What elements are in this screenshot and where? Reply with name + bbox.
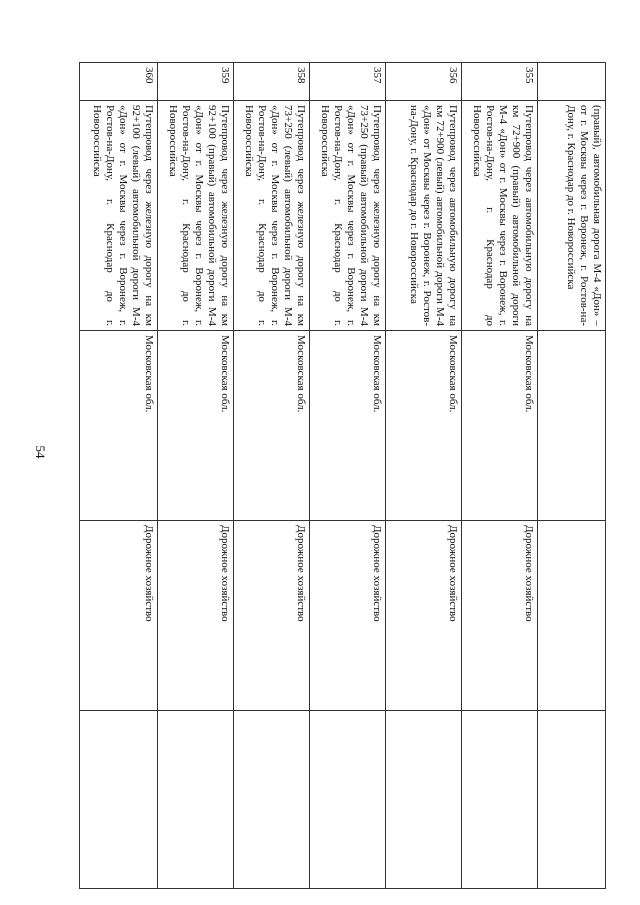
cell-region: Московская обл.	[386, 331, 462, 521]
cell-owner: Дорожное хозяйство	[158, 521, 234, 711]
cell-owner: Дорожное хозяйство	[386, 521, 462, 711]
rotated-table-container	[80, 62, 606, 888]
cell-owner: Дорожное хозяйство	[310, 521, 386, 711]
table-row	[158, 63, 234, 889]
cell-object-name: (правый), автомобильная дорога М-4 «Дон» – от г. Москвы через г. Воронеж, г. Ростов-на-Дону, г. Краснодар до г. Новороссийска	[538, 101, 606, 331]
cell-region: Московская обл.	[462, 331, 538, 521]
cell-extra	[386, 711, 462, 889]
cell-region	[538, 331, 606, 521]
cell-extra	[310, 711, 386, 889]
cell-object-name: Путепровод через автомобильную дорогу на км 72+900 (левый) автомобильной дороги М-4 «Дон» от Москвы через г. Воронеж, г. Ростов-на-Дону, г. Краснодар до г. Новороссийска	[386, 101, 462, 331]
cell-owner: Дорожное хозяйство	[80, 521, 158, 711]
cell-object-name: Путепровод через железную дорогу на км 92+100 (правый) автомобильной дороги М-4 «Дон» от г. Москвы через г. Воронеж, г. Ростов-на-Дону, г. Краснодар до г. Новороссийска	[158, 101, 234, 331]
cell-object-name: Путепровод через автомобильную дорогу на км 72+900 (правый) автомобильной дороги М-4 «Дон» от г. Москвы через г. Воронеж, г. Ростов-на-Дону, г. Краснодар до Новороссийска	[462, 101, 538, 331]
table-row	[234, 63, 310, 889]
table-row	[462, 63, 538, 889]
cell-object-name: Путепровод через железную дорогу на км 73+250 (правый) автомобильной дороги М-4 «Дон» от г. Москвы через г. Воронеж, г. Ростов-на-Дону, г. Краснодар до г. Новороссийска	[310, 101, 386, 331]
table-row	[80, 63, 158, 889]
cell-object-name: Путепровод через железную дорогу на км 73+250 (левый) автомобильной дороги М-4 «Дон» от г. Москвы через г. Воронеж, г. Ростов-на-Дону, г. Краснодар до г. Новороссийска	[234, 101, 310, 331]
cell-number: 359	[158, 63, 234, 101]
cell-region: Московская обл.	[158, 331, 234, 521]
cell-region: Московская обл.	[234, 331, 310, 521]
cell-extra	[80, 711, 158, 889]
page-number: 54	[33, 445, 48, 459]
cell-region: Московская обл.	[80, 331, 158, 521]
cell-extra	[234, 711, 310, 889]
cell-number	[538, 63, 606, 101]
cell-number: 355	[462, 63, 538, 101]
cell-region: Московская обл.	[310, 331, 386, 521]
cell-extra	[158, 711, 234, 889]
cell-extra	[462, 711, 538, 889]
cell-number: 360	[80, 63, 158, 101]
table-row	[310, 63, 386, 889]
table-row	[386, 63, 462, 889]
cell-extra	[538, 711, 606, 889]
cell-number: 358	[234, 63, 310, 101]
cell-owner: Дорожное хозяйство	[462, 521, 538, 711]
objects-table	[79, 62, 606, 889]
cell-owner	[538, 521, 606, 711]
table-row-continuation	[538, 63, 606, 889]
cell-number: 356	[386, 63, 462, 101]
cell-object-name: Путепровод через железную дорогу на км 92+100 (левый) автомобильной дороги М-4 «Дон» от г. Москвы через г. Воронеж, г. Ростов-на-Дону, г. Краснодар до г. Новороссийска	[80, 101, 158, 331]
cell-number: 357	[310, 63, 386, 101]
cell-owner: Дорожное хозяйство	[234, 521, 310, 711]
